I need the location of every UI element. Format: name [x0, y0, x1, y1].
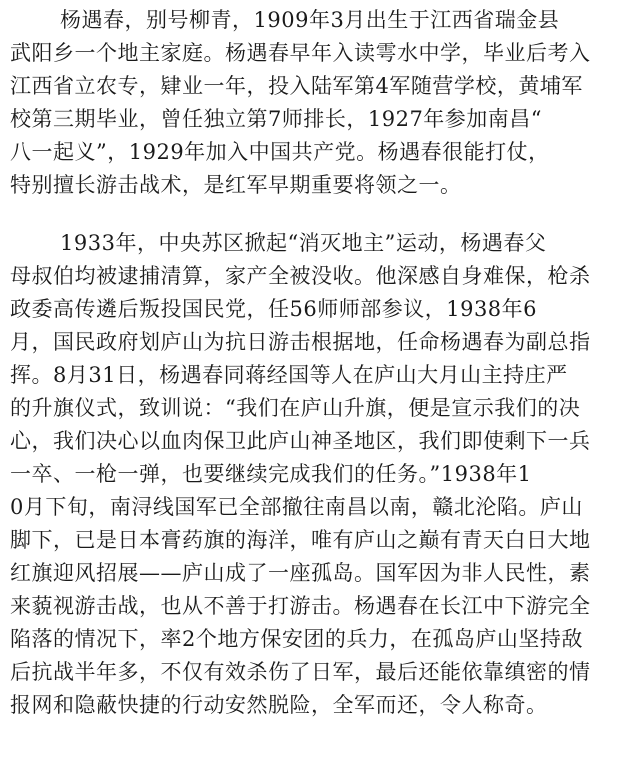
- paragraph-1-line: 武阳乡一个地主家庭。杨遇春早年入读雩水中学，毕业后考入: [10, 41, 591, 65]
- paragraph-1-line: 校第三期毕业，曾任独立第7师排长，1927年参加南昌“: [10, 107, 543, 131]
- paragraph-1-line: 杨遇春，别号柳青，1909年3月出生于江西省瑞金县: [60, 8, 560, 32]
- paragraph-2-line: 红旗迎风招展——庐山成了一座孤岛。国军因为非人民性，素: [10, 561, 591, 585]
- paragraph-1-line: 八一起义”，1929年加入中国共产党。杨遇春很能打仗，: [10, 140, 550, 164]
- paragraph-2-line: 心，我们决心以血肉保卫此庐山神圣地区，我们即使剩下一兵: [10, 429, 591, 453]
- paragraph-2-line: 政委高传遴后叛投国民党，任56师师部参议，1938年6: [10, 297, 538, 321]
- paragraph-1-line: 江西省立农专，肄业一年，投入陆军第4军随营学校，黄埔军: [10, 74, 583, 98]
- paragraph-2-line: 挥。8月31日，杨遇春同蒋经国等人在庐山大月山主持庄严: [10, 363, 568, 387]
- paragraph-2-line: 的升旗仪式，致训说：“我们在庐山升旗，便是宣示我们的决: [10, 396, 581, 420]
- paragraph-2-line: 陷落的情况下，率2个地方保安团的兵力，在孤岛庐山坚持敌: [10, 627, 583, 651]
- paragraph-2-line: 1933年，中央苏区掀起“消灭地主”运动，杨遇春父: [60, 231, 547, 255]
- paragraph-2-line: 报网和隐蔽快捷的行动安然脱险，全军而还，令人称奇。: [10, 693, 548, 717]
- paragraph-1-line: 特别擅长游击战术，是红军早期重要将领之一。: [10, 173, 462, 197]
- paragraph-2-line: 一卒、一枪一弹，也要继续完成我们的任务。”1938年1: [10, 462, 532, 486]
- paragraph-2-line: 来藐视游击战，也从不善于打游击。杨遇春在长江中下游完全: [10, 594, 591, 618]
- paragraph-2-line: 后抗战半年多，不仅有效杀伤了日军，最后还能依靠缜密的情: [10, 660, 591, 684]
- paragraph-2-line: 0月下旬，南浔线国军已全部撤往南昌以南，赣北沦陷。庐山: [10, 495, 583, 519]
- paragraph-2-line: 母叔伯均被逮捕清算，家产全被没收。他深感自身难保，枪杀: [10, 264, 591, 288]
- paragraph-2-line: 脚下，已是日本膏药旗的海洋，唯有庐山之巅有青天白日大地: [10, 528, 591, 552]
- paragraph-2-line: 月，国民政府划庐山为抗日游击根据地，任命杨遇春为副总指: [10, 330, 591, 354]
